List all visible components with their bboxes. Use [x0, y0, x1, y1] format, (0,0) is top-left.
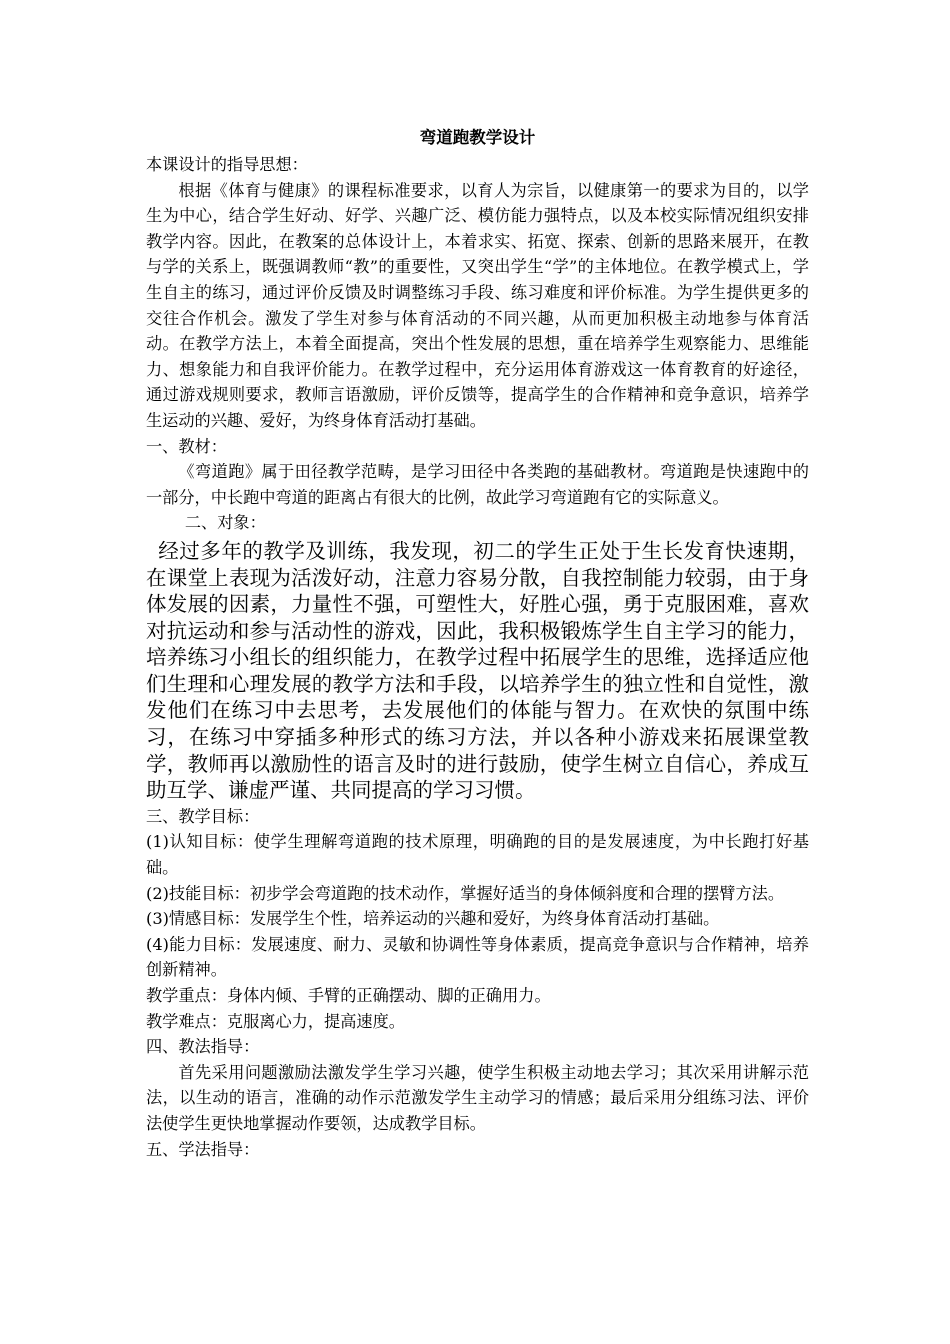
- document-title: 弯道跑教学设计: [419, 128, 536, 147]
- guiding-heading: 本课设计的指导思想：: [146, 155, 308, 174]
- goal-item: (4)能力目标：发展速度、耐力、灵敏和协调性等身体素质，提高竞争意识与合作精神，培养创新精神。: [146, 934, 809, 980]
- object-heading: 二、对象：: [184, 513, 266, 533]
- material-heading: 一、教材：: [146, 436, 227, 456]
- guiding-body: 根据《体育与健康》的课程标准要求，以育人为宗旨，以健康第一的要求为目的，以学生为中心，结合学生好动、好学、兴趣广泛、模仿能力强特点，以及本校实际情况组织安排教学内容。因此，在教案的总体设计上，本着求实、拓宽、探索、创新的思路来展开，在教与学的关系上，既强调教师“教”的重要性，又突出学生“学”的主体地位。在教学模式上，学生自主的练习，通过评价反馈及时调整练习手段、练习难度和评价标准。为学生提供更多的交往合作机会。激发了学生对参与体育活动的不同兴趣，从而更加积极主动地参与体育活动。在教学方法上，本着全面提高，突出个性发展的思想，重在培养学生观察能力、思维能力、想象能力和自我评价能力。在教学过程中，充分运用体育游戏这一体育教育的好途径，通过游戏规则要求，教师言语激励，评价反馈等，提高学生的合作精神和竞争意识，培养学生运动的兴趣、爱好，为终身体育活动打基础。: [146, 180, 809, 430]
- object-body: 经过多年的教学及训练，我发现，初二的学生正处于生长发育快速期，在课堂上表现为活泼好动，注意力容易分散，自我控制能力较弱，由于身体发展的因素，力量性不强，可塑性大，好胜心强，勇于克服困难，喜欢对抗运动和参与活动性的游戏，因此，我积极锻炼学生自主学习的能力，培养练习小组长的组织能力，在教学过程中拓展学生的思维，选择适应他们生理和心理发展的教学方法和手段，以培养学生的独立性和自觉性，激发他们在练习中去思考，去发展他们的体能与智力。在欢快的氛围中练习，在练习中穿插多种形式的练习方法，并以各种小游戏来拓展课堂教学，教师再以激励性的语言及时的进行鼓励，使学生树立自信心，养成互助互学、谦虚严谨、共同提高的学习习惯。: [146, 538, 809, 803]
- difficulty: 教学难点：克服离心力，提高速度。: [146, 1011, 405, 1031]
- goal-item: (3)情感目标：发展学生个性，培养运动的兴趣和爱好，为终身体育活动打基础。: [146, 909, 720, 929]
- material-body: 《弯道跑》属于田径教学范畴，是学习田径中各类跑的基础教材。弯道跑是快速跑中的一部分，中长跑中弯道的距离占有很大的比例，故此学习弯道跑有它的实际意义。: [146, 462, 809, 507]
- method-heading: 四、教法指导：: [146, 1037, 260, 1057]
- goals-heading: 三、教学目标：: [146, 806, 260, 826]
- document-page: [146, 126, 809, 1162]
- method-body: 首先采用问题激励法激发学生学习兴趣，使学生积极主动地去学习；其次采用讲解示范法，以生动的语言，准确的动作示范激发学生主动学习的情感；最后采用分组练习法、评价法使学生更快地掌握动作要领，达成教学目标。: [146, 1062, 809, 1133]
- key-point: 教学重点：身体内倾、手臂的正确摆动、脚的正确用力。: [146, 986, 551, 1005]
- study-heading: 五、学法指导：: [146, 1139, 260, 1159]
- goal-item: (2)技能目标：初步学会弯道跑的技术动作，掌握好适当的身体倾斜度和合理的摆臂方法。: [146, 883, 785, 903]
- goal-item: (1)认知目标：使学生理解弯道跑的技术原理，明确跑的目的是发展速度，为中长跑打好基础。: [146, 832, 809, 878]
